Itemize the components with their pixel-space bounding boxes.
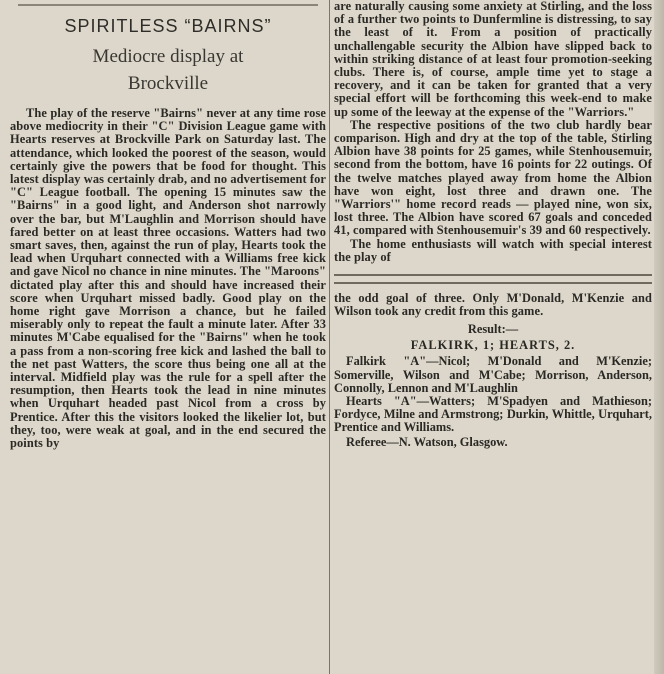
left-paragraph: The play of the reserve "Bairns" never at any time rose above mediocrity in their "C" Division League game with Hearts reserves at Brockville Park on Saturday last. The attendance, which looked the poorest of the season, would certainly give the powers that be food for thought. This latest display was certainly drab, and no advertisement for "C" League football. The opening 15 minutes saw the "Bairns" in a good light, and Anderson shot narrowly over the bar, but M'Laughlin and Morrison should have fared better on at least three occasions. Watters had two smart saves, then, against the run of play, Hearts took the lead when Urquhart connected with a Williams free kick and gave Nicol no chance in nine minutes. The "Maroons" dictated play after this and should have increased their score when Urquhart missed badly. Good play on the home right gave Morrison a chance, but he failed miserably only to repeat the fault a minute later. After 33 minutes M'Cabe equalised for the "Bairns" when he took a pass from a non-scoring free kick and lashed the ball to the net past Watters, the score thus being one all at the interval. Midfield play was the rule for a spell after the resumption, then Hearts took the lead in nine minutes when Urquhart headed past Nicol from a cross by Prentice. After this the visitors looked the likelier lot, but they, too, were weak at goal, and in the end secured the points by bbox=[10, 106, 326, 451]
headline: SPIRITLESS “BAIRNS” bbox=[64, 16, 272, 36]
subhead-line-1: Mediocre display at bbox=[92, 46, 244, 67]
article-body-left bbox=[10, 107, 326, 450]
top-rule bbox=[18, 4, 318, 6]
subhead bbox=[10, 43, 326, 97]
column-divider bbox=[329, 0, 330, 674]
right-paragraph-3: The home enthusiasts will watch with special interest the play of bbox=[334, 236, 652, 264]
hearts-lineup: Hearts "A"—Watters; M'Spadyen and Mathieson; Fordyce, Milne and Armstrong; Durkin, Whittle, Urquhart, Prentice and Williams. bbox=[334, 394, 652, 435]
result-label: Result:— bbox=[467, 322, 519, 337]
page-edge bbox=[654, 0, 664, 674]
falkirk-lineup: Falkirk "A"—Nicol; M'Donald and M'Kenzie; Somerville, Wilson and M'Cabe; Morrison, Anderson, Connolly, Lennon and M'Laughlin bbox=[334, 354, 652, 395]
result-score: FALKIRK, 1; HEARTS, 2. bbox=[410, 338, 576, 353]
right-column bbox=[334, 0, 652, 674]
team-lineups bbox=[334, 355, 652, 434]
left-column bbox=[10, 0, 326, 674]
right-paragraph-2: The respective positions of the two club hardly bear comparison. High and dry at the top of the table, Stirling Albion have 38 points for 25 games, while Stenhousemuir, second from the bottom, have 16 points for 22 outings. Of the twelve matches played away from home the Albion have won eight, lost three and drawn one. The "Warriors'" home record reads — played nine, won six, lost three. The Albion have scored 67 goals and conceded 41, compared with Stenhousemuir's 39 and 60 respectively. bbox=[334, 117, 652, 238]
double-rule bbox=[334, 274, 652, 284]
subhead-line-2: Brockville bbox=[127, 73, 209, 94]
referee-line: Referee—N. Watson, Glasgow. bbox=[346, 434, 508, 449]
right-paragraph-1: are naturally causing some anxiety at Stirling, and the loss of a further two points to Dunfermline is distressing, to say the least of it. From a position of practically unchallengable security the Albion have slipped back to within striking distance of at least four promotion-seeking clubs. There is, of course, ample time yet to stage a recovery, and it can be taken for granted that a very special effort will be forthcoming this week-end to make up some of the leeway at the expense of the "Warriors." bbox=[334, 0, 652, 119]
continuation-text: the odd goal of three. Only M'Donald, M'Kenzie and Wilson took any credit from this game. bbox=[334, 291, 652, 319]
article-body-right bbox=[334, 0, 652, 264]
continuation-block bbox=[334, 292, 652, 318]
